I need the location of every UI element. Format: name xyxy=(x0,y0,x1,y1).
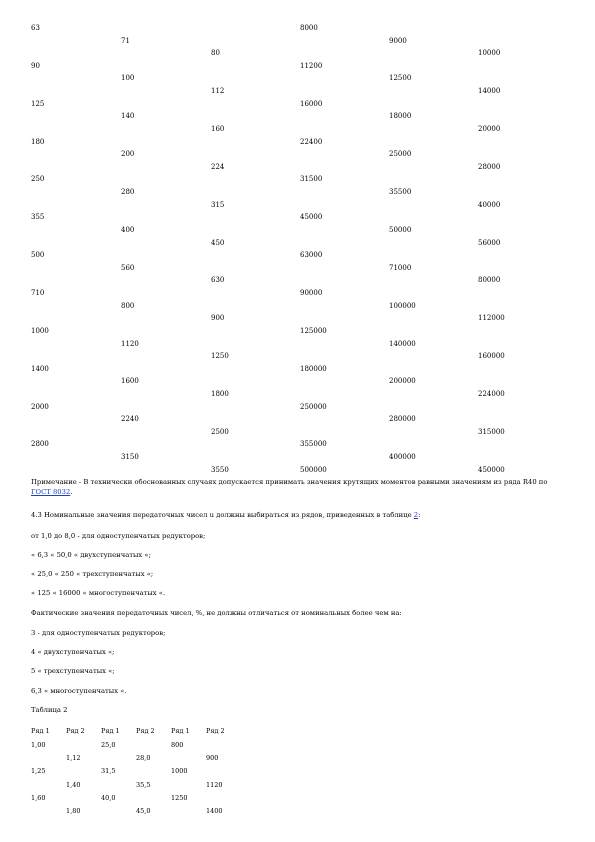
table1-cell: 315 xyxy=(211,200,225,209)
table1-cell: 100000 xyxy=(389,301,416,310)
ratio-intro: от 1,0 до 8,0 - для одноступенчатых редукторов; xyxy=(31,532,206,540)
ratio-line-multi-stage: « 125 « 16000 « многоступенчатых «. xyxy=(31,589,166,597)
table1-cell: 250000 xyxy=(300,402,327,411)
table1-cell: 10000 xyxy=(478,49,501,58)
table1-cell: 2240 xyxy=(121,415,139,424)
table1-cell: 1600 xyxy=(121,377,139,386)
table1-cell: 280000 xyxy=(389,415,416,424)
table1-cell: 1250 xyxy=(211,352,229,361)
table1-cell: 224 xyxy=(211,162,225,171)
deviation-multi-stage: 6,3 « многоступенчатых «. xyxy=(31,687,127,695)
table1-cell: 1120 xyxy=(121,339,139,348)
deviation-single-stage: 3 - для одноступенчатых редукторов; xyxy=(31,629,166,637)
table-2-link[interactable]: 2 xyxy=(413,511,419,519)
table2-cell: 40,0 xyxy=(101,793,116,802)
table1-cell: 280 xyxy=(121,188,135,197)
table1-cell: 3550 xyxy=(211,465,229,474)
table1-cell: 125000 xyxy=(300,326,327,335)
ratio-series-table xyxy=(31,727,251,817)
table2-cell: 25,0 xyxy=(101,741,116,749)
table2-cell: 800 xyxy=(171,741,184,749)
table1-cell: 45000 xyxy=(300,213,323,222)
paragraph-4-3-end: : xyxy=(418,511,421,519)
table1-cell: 28000 xyxy=(478,162,501,171)
table1-cell: 1000 xyxy=(31,326,49,335)
table1-cell: 125 xyxy=(31,99,45,108)
paragraph-4-3 xyxy=(31,511,420,520)
table1-cell: 2800 xyxy=(31,440,49,449)
table1-cell: 200000 xyxy=(389,377,416,386)
table1-cell: 400 xyxy=(121,225,135,234)
table2-header: Ряд 1 xyxy=(101,727,120,735)
table2-header: Ряд 2 xyxy=(136,727,155,735)
deviation-two-stage: 4 « двухступенчатых «; xyxy=(31,648,115,656)
table1-cell: 11200 xyxy=(300,61,323,70)
table2-cell: 1,00 xyxy=(31,741,46,749)
deviation-three-stage: 5 « трехступенчатых «; xyxy=(31,667,115,675)
table2-cell: 1,40 xyxy=(66,780,81,789)
deviation-intro: Фактические значения передаточных чисел, %, не должны отличаться от номинальных более чем на: xyxy=(31,609,402,617)
table1-cell: 160 xyxy=(211,124,225,133)
table1-cell: 180000 xyxy=(300,364,327,373)
table2-cell: 1120 xyxy=(206,780,223,789)
table1-cell: 400000 xyxy=(389,453,416,462)
table2-header: Ряд 2 xyxy=(66,727,85,735)
table1-cell: 80 xyxy=(211,49,220,58)
table1-cell: 25000 xyxy=(389,150,412,159)
table1-cell: 1400 xyxy=(31,364,49,373)
table1-cell: 63000 xyxy=(300,251,323,260)
table1-cell: 22400 xyxy=(300,137,323,146)
table-note xyxy=(31,477,551,497)
table1-cell: 2500 xyxy=(211,427,229,436)
table1-cell: 900 xyxy=(211,314,225,323)
table2-header: Ряд 2 xyxy=(206,727,225,735)
table1-cell: 160000 xyxy=(478,352,505,361)
table2-cell: 1,25 xyxy=(31,767,46,776)
table1-cell: 500 xyxy=(31,251,45,260)
table1-cell: 31500 xyxy=(300,175,323,184)
table1-cell: 250 xyxy=(31,175,45,184)
table2-header: Ряд 1 xyxy=(171,727,190,735)
table1-cell: 315000 xyxy=(478,427,505,436)
table2-cell: 1250 xyxy=(171,793,188,802)
table1-cell: 63 xyxy=(31,24,40,32)
table1-cell: 2000 xyxy=(31,402,49,411)
table2-header: Ряд 1 xyxy=(31,727,50,735)
gost-8032-link[interactable]: ГОСТ 8032 xyxy=(31,488,71,496)
ratio-line-two-stage: « 6,3 « 50,0 « двухступенчатых «; xyxy=(31,551,151,559)
table1-cell: 100 xyxy=(121,74,135,83)
table-2-caption: Таблица 2 xyxy=(31,706,68,714)
table1-cell: 560 xyxy=(121,263,135,272)
table1-cell: 710 xyxy=(31,289,45,298)
ratio-line-three-stage: « 25,0 « 250 « трехступенчатых «; xyxy=(31,570,154,578)
table1-cell: 140000 xyxy=(389,339,416,348)
table1-cell: 112 xyxy=(211,87,225,96)
table1-cell: 71 xyxy=(121,36,130,45)
table1-cell: 355 xyxy=(31,213,45,222)
table1-cell: 450 xyxy=(211,238,225,247)
note-text: Примечание - В технически обоснованных случаях допускается принимать значения крутящих моментов равными значениям из ряда R40 по xyxy=(31,478,548,486)
table1-cell: 71000 xyxy=(389,263,412,272)
table1-cell: 8000 xyxy=(300,24,318,32)
table1-cell: 800 xyxy=(121,301,135,310)
table2-cell: 31,5 xyxy=(101,767,116,776)
table1-cell: 200 xyxy=(121,150,135,159)
table2-cell: 900 xyxy=(206,754,219,763)
table1-cell: 450000 xyxy=(478,465,505,474)
table1-cell: 16000 xyxy=(300,99,323,108)
table1-cell: 12500 xyxy=(389,74,412,83)
table1-cell: 20000 xyxy=(478,124,501,133)
table1-cell: 500000 xyxy=(300,465,327,474)
table1-cell: 180 xyxy=(31,137,45,146)
table2-cell: 45,0 xyxy=(136,807,151,815)
table1-cell: 224000 xyxy=(478,389,505,398)
table1-cell: 630 xyxy=(211,276,225,285)
table2-cell: 1,80 xyxy=(66,807,81,815)
table2-cell: 1400 xyxy=(206,807,223,815)
table1-cell: 40000 xyxy=(478,200,501,209)
table1-cell: 18000 xyxy=(389,112,412,121)
table1-cell: 90000 xyxy=(300,289,323,298)
table1-cell: 50000 xyxy=(389,225,412,234)
table1-cell: 56000 xyxy=(478,238,501,247)
table1-cell: 90 xyxy=(31,61,40,70)
table1-cell: 9000 xyxy=(389,36,407,45)
table2-cell: 1,12 xyxy=(66,754,81,763)
table1-cell: 35500 xyxy=(389,188,412,197)
table1-cell: 1800 xyxy=(211,389,229,398)
table1-cell: 112000 xyxy=(478,314,505,323)
table1-cell: 355000 xyxy=(300,440,327,449)
table1-cell: 14000 xyxy=(478,87,501,96)
note-end: . xyxy=(70,488,73,496)
table2-cell: 35,5 xyxy=(136,780,151,789)
table2-cell: 1,60 xyxy=(31,793,46,802)
table1-cell: 140 xyxy=(121,112,135,121)
table2-cell: 28,0 xyxy=(136,754,151,763)
table1-cell: 3150 xyxy=(121,453,139,462)
paragraph-4-3-text: 4.3 Номинальные значения передаточных чисел u должны выбираться из рядов, приведенных в таблице xyxy=(31,511,414,519)
table2-cell: 1000 xyxy=(171,767,188,776)
table1-cell: 80000 xyxy=(478,276,501,285)
